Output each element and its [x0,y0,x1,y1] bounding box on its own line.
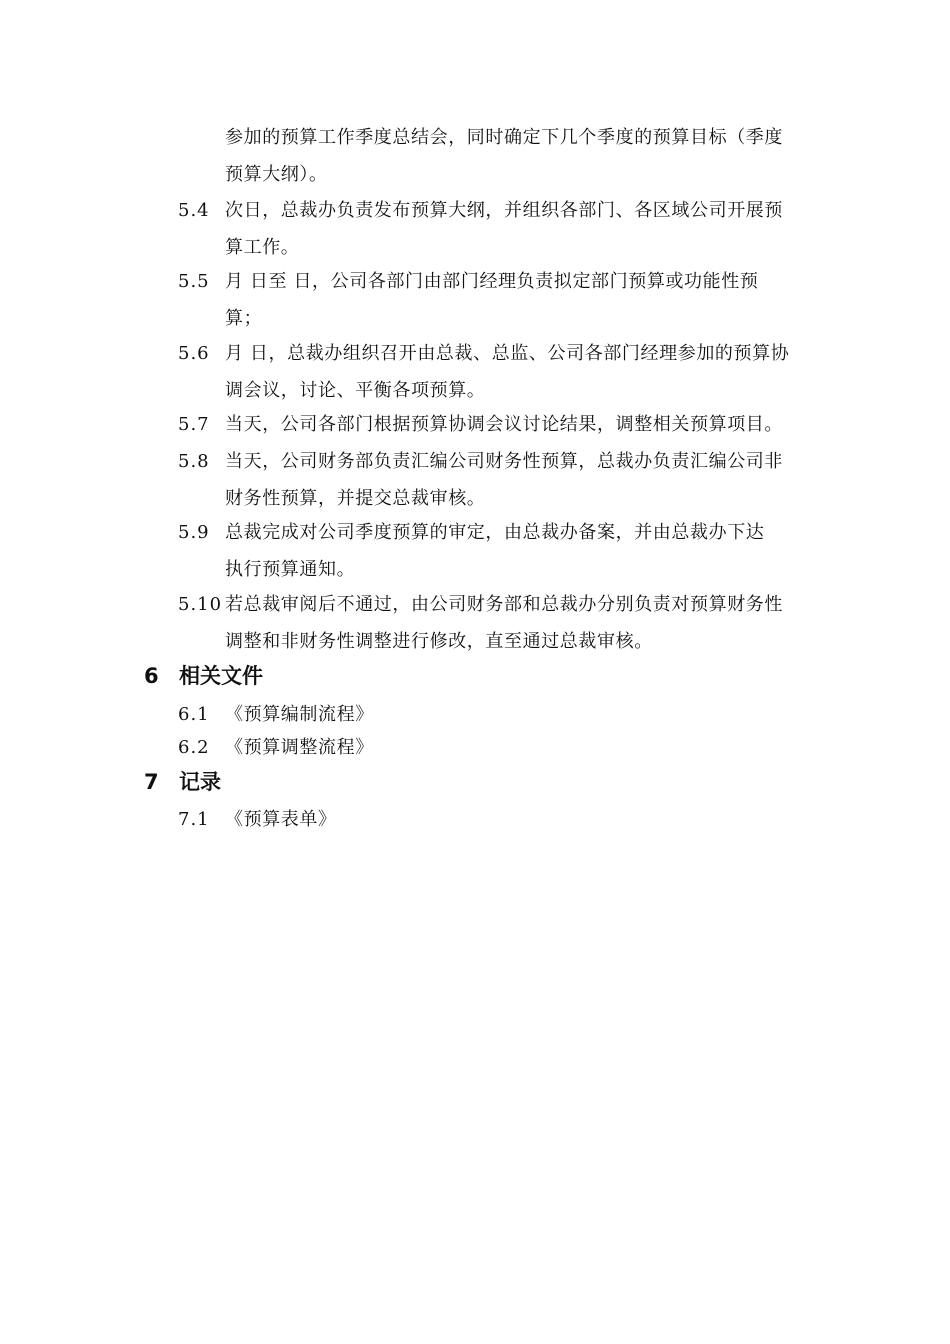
section-title: 相关文件 [179,664,263,688]
clause-number: 5.9 [178,522,210,543]
clause-text-line-2: 调会议，讨论、平衡各项预算。 [225,380,486,401]
continuation-line-2: 预算大纲）。 [225,164,328,185]
section-number: 7 [144,770,159,794]
clause-number: 5.4 [178,200,210,221]
clause-text-line-1: 当天，公司财务部负责汇编公司财务性预算，总裁办负责汇编公司非 [225,451,783,472]
clause-text-line-2: 调整和非财务性调整进行修改，直至通过总裁审核。 [225,631,653,652]
clause-text-line-2: 算工作。 [225,237,300,258]
clause-number: 5.8 [178,451,210,472]
clause-text-line-1: 当天，公司各部门根据预算协调会议讨论结果，调整相关预算项目。 [225,414,783,435]
clause-text-line-2: 算； [225,308,263,329]
continuation-line-1: 参加的预算工作季度总结会，同时确定下几个季度的预算目标（季度 [225,127,783,148]
document-reference: 《预算编制流程》 [225,704,374,725]
document-reference: 《预算调整流程》 [225,737,374,758]
clause-text-line-2: 财务性预算，并提交总裁审核。 [225,488,486,509]
clause-number: 5.6 [178,343,210,364]
section-number: 6 [144,664,159,688]
clause-text-line-1: 总裁完成对公司季度预算的审定，由总裁办备案，并由总裁办下达 [225,522,765,543]
clause-number: 5.5 [178,271,210,292]
clause-number: 5.10 [178,594,223,615]
clause-text-line-1: 月 日至 日，公司各部门由部门经理负责拟定部门预算或功能性预 [225,271,759,292]
clause-text-line-1: 若总裁审阅后不通过，由公司财务部和总裁办分别负责对预算财务性 [225,594,783,615]
clause-number: 6.2 [178,737,210,758]
section-6-heading [144,663,263,689]
clause-text-line-2: 执行预算通知。 [225,559,356,580]
clause-number: 7.1 [178,809,210,830]
clause-text-line-1: 次日，总裁办负责发布预算大纲，并组织各部门、各区域公司开展预 [225,200,783,221]
section-7-heading [144,769,221,795]
clause-number: 6.1 [178,704,210,725]
clause-text-line-1: 月 日，总裁办组织召开由总裁、总监、公司各部门经理参加的预算协 [225,343,790,364]
section-title: 记录 [179,770,221,794]
record-reference: 《预算表单》 [225,809,337,830]
clause-number: 5.7 [178,414,210,435]
